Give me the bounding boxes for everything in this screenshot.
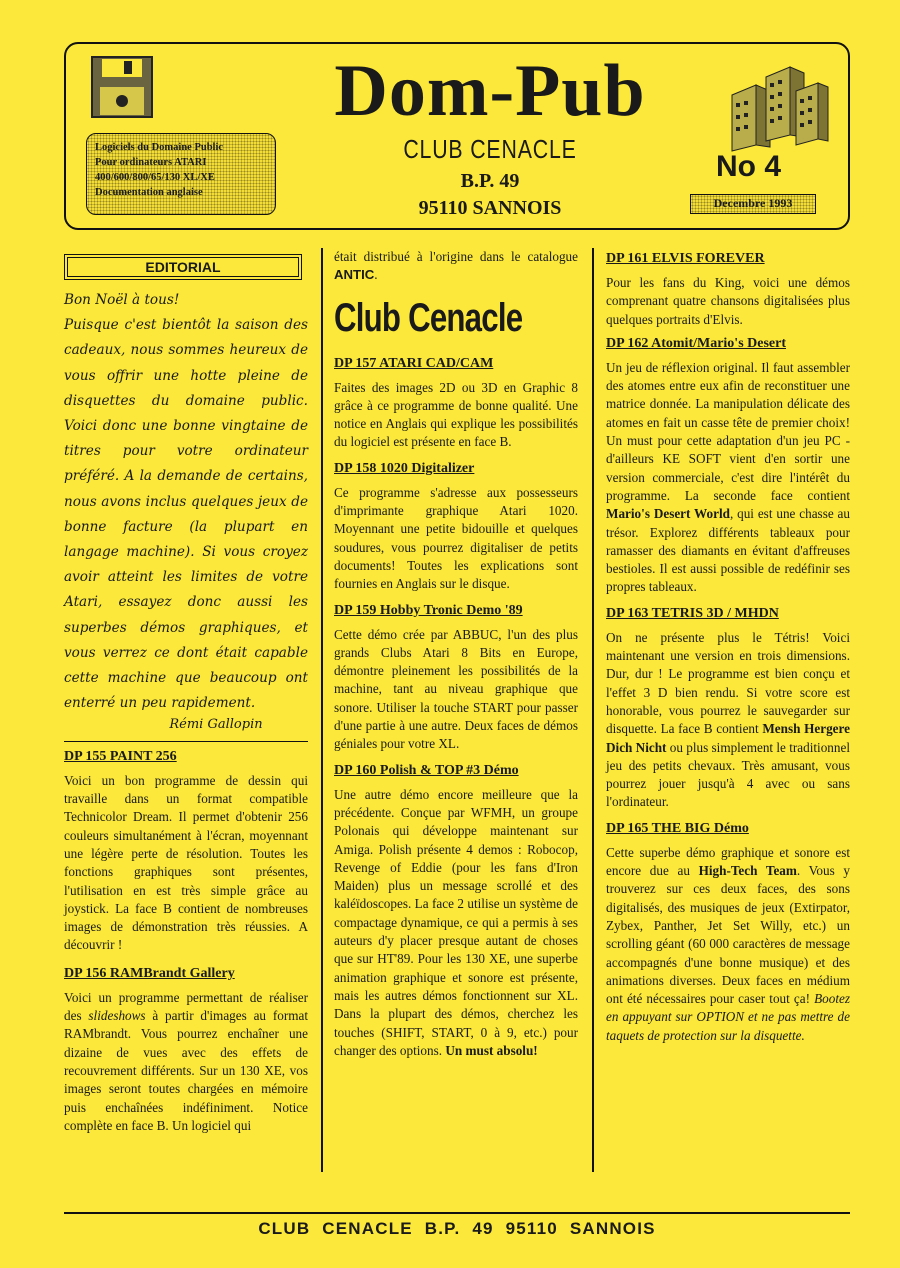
article-text: à partir d'images au format RAMbrandt. Vous pourrez enchaîner une dizaine de vues avec des effets de recouvrement différents. Sur un 130 XE, vos images seront toutes chargées en mémoire puis enchaînées indéfiniment. Notice complète en face B. Un logiciel qui xyxy=(64,1008,308,1133)
article-text: . xyxy=(374,267,378,283)
postal-city: 95110 SANNOIS xyxy=(418,197,562,219)
article-body xyxy=(334,786,578,1060)
footer-address: CLUB CENACLE B.P. 49 95110 SANNOIS xyxy=(258,1219,656,1238)
article-title: DP 157 ATARI CAD/CAM xyxy=(334,355,494,371)
article-title: DP 158 1020 Digitalizer xyxy=(334,460,475,476)
article-body: Cette démo crée par ABBUC, l'un des plus grands Clubs Atari 8 Bits en Europe, démontre pleinement les possibilités de la machine, tant au niveau graphique que sonore. Utiliser la touche START pour passer d'une partie à une autre. Deux faces de démos géniales pour votre XL. xyxy=(334,626,578,752)
article-body xyxy=(64,989,308,1135)
article-title: DP 162 Atomit/Mario's Desert xyxy=(606,335,787,351)
description-line: Logiciels du Domaine Public xyxy=(95,142,224,153)
article-text: Cette superbe démo graphique et sonore est encore due au xyxy=(606,844,850,879)
column-left xyxy=(64,254,308,1135)
editorial-signature: Rémi Gallopin xyxy=(169,717,263,733)
issue-date: Decembre 1993 xyxy=(690,194,816,214)
article-bold: Mario's Desert World xyxy=(606,506,730,522)
column-divider xyxy=(321,248,323,1172)
article-text: était distribué à l'origine dans le catalogue xyxy=(334,249,578,264)
column-divider xyxy=(592,248,594,1172)
article-title: DP 165 THE BIG Démo xyxy=(606,820,749,836)
article-title: DP 155 PAINT 256 xyxy=(64,748,177,764)
article-bold: High-Tech Team xyxy=(698,863,797,879)
editorial-body: Puisque c'est bientôt la saison des cadeaux, nous sommes heureux de vous offrir une hotte pleine de disquettes du domaine public. Voici donc une bonne vingtaine de titres pour votre ordinateur préféré. A la demande de certains, nous avons inclus quelques jeux de bonne facture (la plupart en langage machine). Si vous croyez avoir atteint les limites de votre Atari, essayez donc aussi les superbes démos graphiques, et vous verrez ce dont était capable cette machine que beaucoup ont enterré un peu rapidement. xyxy=(64,317,308,712)
description-line: Documentation anglaise xyxy=(95,187,203,198)
article-text: Voici un programme permettant de réaliser des xyxy=(64,989,308,1024)
article-title: DP 160 Polish & TOP #3 Démo xyxy=(334,762,519,778)
article-bold: Mensh Hergere Dich Nicht xyxy=(606,721,851,755)
column-right xyxy=(606,250,850,1045)
article-body xyxy=(606,844,850,1045)
article-body xyxy=(606,629,850,812)
article-emphasis: Bootez en appuyant sur OPTION et ne pas mettre de taquets de protection sur la disquette. xyxy=(606,991,850,1043)
club-logo: Club Cenacle xyxy=(334,295,523,340)
editorial-greeting: Bon Noël à tous! xyxy=(64,292,180,308)
editorial-heading-box xyxy=(64,254,302,280)
issue-number: No 4 xyxy=(716,150,782,183)
editorial-heading: EDITORIAL xyxy=(67,257,299,277)
article-text: , qui est une chasse au trésor. Explorez différents tableaux pour ramasser des diamants en évitant d'affreuses bestioles. Il est aussi possible de redéfinir ses propres tableaux. xyxy=(606,506,850,595)
article-text: ou plus simplement le traditionnel jeu des petits chevaux. Très amusant, vous pourrez jouer jusqu'à 4 avec ou sans l'ordinateur. xyxy=(606,739,850,810)
buildings-icon xyxy=(726,55,830,153)
article-title: DP 159 Hobby Tronic Demo '89 xyxy=(334,602,523,618)
club-name: CLUB CENACLE xyxy=(403,134,577,164)
postal-box: B.P. 49 xyxy=(460,170,520,192)
article-bold: Un must absolu! xyxy=(445,1042,538,1058)
article-text: Une autre démo encore meilleure que la précédente. Conçue par WFMH, un groupe Polonais qui développe maintenant sur Amiga. Polish présente 4 demos : Robocop, Revenge of Eddie (pour les fans d'Iron Maiden) plus un message scrollé et des kaléïdoscopes. La face 2 utilise un système de compactage dynamique, ce qui a permis à ses auteurs d'y placer presque autant de choses que sur HT'89. Pour les 130 XE, une superbe animation graphique et sonore est présente, mais les autres démos fonctionnent sur XL. Dans la plupart des démos, cherchez les touches (SHIFT, START, 0 à 9, etc.) pour changer des options. xyxy=(334,786,578,1058)
article-text: . Vous y trouverez sur ces deux faces, des sons digitalisés, des musiques de jeux (Extirpator, Zybex, Panther, Jet Set Willy, etc.) un scrolling géant (60 000 caractères de message accompagnés d'une bonne musique) et des animations diverses. Deux faces en médium ont été nécessaires pour caser tout ça! xyxy=(606,863,850,1007)
article-body xyxy=(606,359,850,597)
article-bold: ANTIC xyxy=(334,267,375,283)
footer-divider xyxy=(64,1212,850,1214)
article-body: Faites des images 2D ou 3D en Graphic 8 grâce à ce programme de bonne qualité. Une notice en Anglais qui explique les possibilités du logiciel est présente en face B. xyxy=(334,379,578,450)
article-title: DP 161 ELVIS FOREVER xyxy=(606,251,765,266)
masthead-title: Dom-Pub xyxy=(334,50,646,132)
description-line: Pour ordinateurs ATARI xyxy=(95,157,207,168)
column-middle xyxy=(334,248,578,1060)
article-body: Ce programme s'adresse aux possesseurs d'imprimante graphique Atari 1020. Moyennant une petite bidouille et quelques soudures, vous pourrez digitaliser de petits documents! Toutes les explications sont fournies en Anglais sur le disque. xyxy=(334,484,578,592)
article-body: Pour les fans du King, voici une démos comprenant quatre chansons digitalisées plus quelques portraits d'Elvis. xyxy=(606,275,850,327)
article-body: Voici un bon programme de dessin qui travaille dans un format compatible Technicolor Dream. Il permet d'obtenir 256 couleurs simultanément à l'écran, moyennant une légère perte de résolution. Toutes les fonctions graphiques sont présentes, l'utilisation en est très simple grâce au joystick. La face B contient de nombreuses images de démonstration très réussies. A découvrir ! xyxy=(64,772,308,953)
article-title: DP 163 TETRIS 3D / MHDN xyxy=(606,605,779,621)
article-emphasis: slideshows xyxy=(88,1008,146,1024)
article-text: On ne présente plus le Tétris! Voici maintenant une version en trois dimensions. Dur, dur ! Le programme est bien conçu et l'effet 3 D bien rendu. Si votre score est honorable, vous pourrez le sauvegarder sur disquette. La face B contient xyxy=(606,629,850,737)
article-title: DP 156 RAMBrandt Gallery xyxy=(64,965,235,981)
article-continuation xyxy=(334,248,578,285)
article-text: Un jeu de réflexion original. Il faut assembler des atomes entre eux afin de reconstituer une matrice donnée. La manipulation délicate des atomes en fait un casse tête de premier choix! Un must pour cette adaptation d'un jeu PC - d'ailleurs KE SOFT vient d'en sortir une version commerciale, c'est dire l'intérêt du programme. La seconde face contient xyxy=(606,359,850,503)
section-divider xyxy=(64,741,308,742)
description-line: 400/600/800/65/130 XL/XE xyxy=(95,172,215,183)
